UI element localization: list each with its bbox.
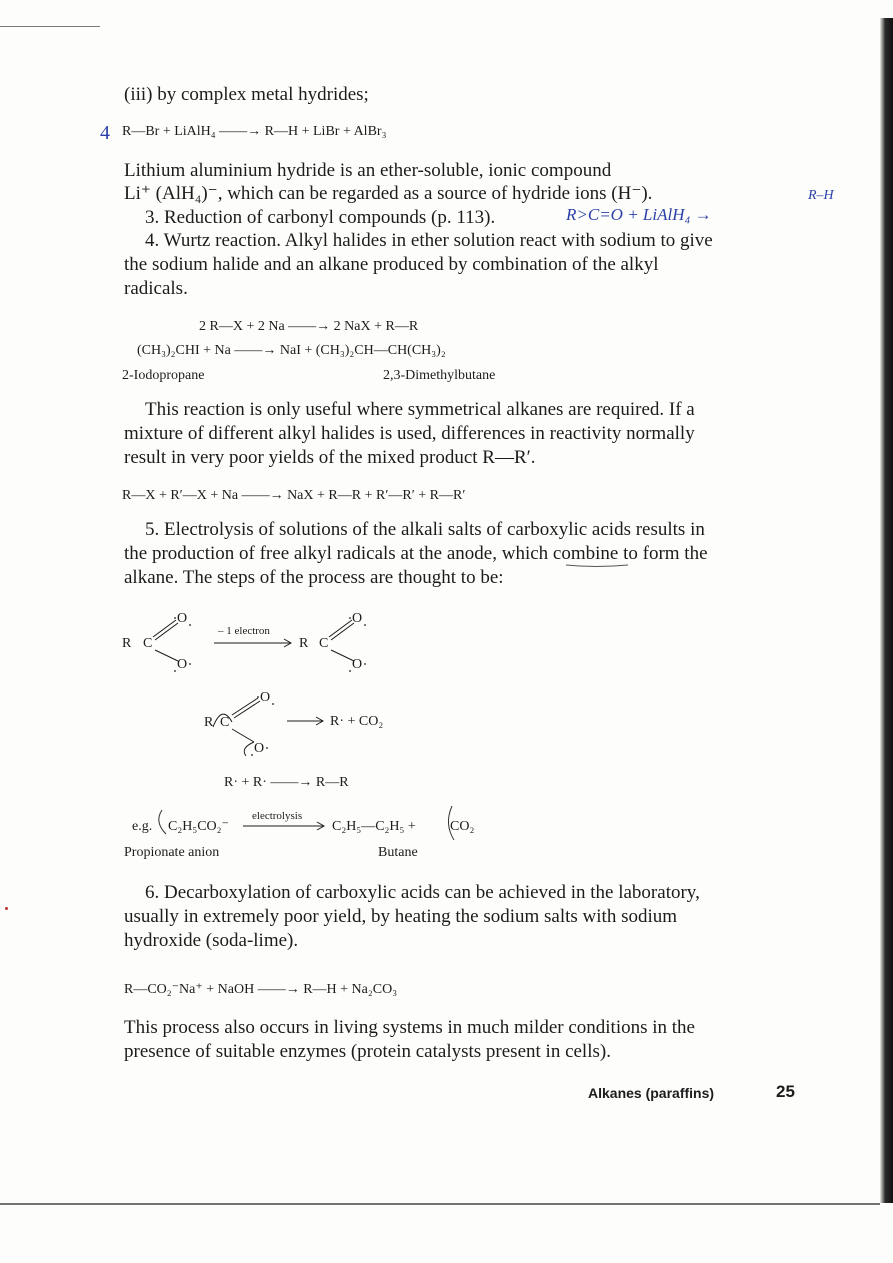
hydride-equation: R—Br + LiAlH₄ ——→ R—H + LiBr + AlBr₃ [122, 124, 387, 139]
paragraph-symmetry-line-2: mixture of different alkyl halides is used, differences in reactivity normally [124, 423, 695, 444]
list-item-5-line-1: 5. Electrolysis of solutions of the alkali salts of carboxylic acids results in [145, 519, 705, 540]
example-arrow-label: electrolysis [252, 810, 303, 822]
mech3-double-bond-a [232, 698, 258, 715]
list-item-3: 3. Reduction of carbonyl compounds (p. 113). [145, 207, 496, 228]
mech3-products: R· + CO₂ [330, 714, 384, 729]
mech3-o-bottom: O [254, 741, 265, 756]
mech1-single-bond [155, 650, 178, 661]
list-item-4-line-3: radicals. [124, 278, 188, 299]
handwritten-note: R>C=O + LiAlH₄ → [566, 205, 712, 224]
mech2-r: R [299, 636, 309, 651]
mixed-wurtz-equation: R—X + R′—X + Na ——→ NaX + R—R + R′—R′ + R—R′ [122, 488, 466, 503]
margin-mark: 4 [100, 122, 110, 144]
mech1-o-bottom: O [177, 657, 188, 672]
mech3-single-bond [232, 729, 254, 742]
handwritten-bracket-right [448, 806, 454, 840]
lone-pair-dot [257, 696, 259, 698]
mech-dimerization: R· + R· ——→ R—R [224, 775, 349, 790]
lone-pair-dot [174, 670, 176, 672]
lone-pair-dot [349, 617, 351, 619]
example-reactant-name: Propionate anion [124, 845, 220, 860]
mech3-o-top: O [260, 690, 271, 705]
mech2-single-bond [331, 650, 354, 661]
list-item-6-line-3: hydroxide (soda-lime). [124, 930, 299, 951]
mech2-double-bond-b [331, 623, 354, 640]
mech3-curly-arrow-2 [244, 742, 254, 756]
mech3-r: R [204, 715, 214, 730]
paragraph-symmetry-line-1: This reaction is only useful where symmetrical alkanes are required. If a [145, 399, 695, 420]
list-item-6-line-1: 6. Decarboxylation of carboxylic acids can be achieved in the laboratory, [145, 882, 700, 903]
example-product-name: Butane [378, 845, 418, 860]
lone-pair-dot [189, 624, 191, 626]
list-item-5-line-3: alkane. The steps of the process are thought to be: [124, 567, 504, 588]
example-co2: CO₂ [450, 819, 475, 834]
paragraph-lithium-line-1: Lithium aluminium hydride is an ether-soluble, ionic compound [124, 160, 612, 181]
mech1-o-top: O [177, 611, 188, 626]
mech2-c: C [319, 636, 329, 651]
example-product: C₂H₅—C₂H₅ + [332, 819, 416, 834]
lone-pair-dot [364, 663, 366, 665]
example-reactant: C₂H₅CO₂⁻ [168, 819, 229, 834]
page-number: 25 [776, 1082, 795, 1101]
paragraph-symmetry-line-3: result in very poor yields of the mixed product R—R′. [124, 447, 536, 468]
handwritten-underline [566, 565, 628, 567]
paragraph-living-line-1: This process also occurs in living systems in much milder conditions in the [124, 1017, 695, 1038]
handwritten-bracket-left [159, 810, 166, 834]
lone-pair-dot [174, 617, 176, 619]
wurtz-product-name: 2,3-Dimethylbutane [383, 368, 496, 383]
mech3-c: C [220, 715, 230, 730]
mech3-double-bond-b [234, 701, 260, 718]
handwritten-margin-note: R–H [808, 188, 834, 203]
decarboxylation-equation: R—CO₂⁻Na⁺ + NaOH ——→ R—H + Na₂CO₃ [124, 982, 398, 997]
mech2-o-top: O [352, 611, 363, 626]
lone-pair-dot [272, 703, 274, 705]
mech1-double-bond-b [155, 623, 178, 640]
lone-pair-dot [189, 663, 191, 665]
list-item-4-line-2: the sodium halide and an alkane produced by combination of the alkyl [124, 254, 659, 275]
list-item-5-line-2: the production of free alkyl radicals at the anode, which combine to form the [124, 543, 708, 564]
mech2-o-bottom: O [352, 657, 363, 672]
mech1-r: R [122, 636, 132, 651]
list-item-6-line-2: usually in extremely poor yield, by heating the sodium salts with sodium [124, 906, 678, 927]
lone-pair-dot [266, 747, 268, 749]
mech2-double-bond-a [329, 620, 352, 637]
footer-running-title: Alkanes (paraffins) [588, 1085, 715, 1101]
mech1-double-bond-a [153, 620, 176, 637]
example-prefix: e.g. [132, 819, 153, 834]
wurtz-reactant-name: 2-Iodopropane [122, 368, 205, 383]
wurtz-equation-general: 2 R—X + 2 Na ——→ 2 NaX + R—R [199, 319, 419, 334]
wurtz-equation-example: (CH₃)₂CHI + Na ——→ NaI + (CH₃)₂CH—CH(CH₃)₂ [137, 343, 446, 358]
lone-pair-dot [349, 670, 351, 672]
lone-pair-dot [364, 624, 366, 626]
paragraph-lithium-line-2: Li⁺ (AlH₄)⁻, which can be regarded as a source of hydride ions (H⁻). [124, 183, 653, 204]
list-item-4-line-1: 4. Wurtz reaction. Alkyl halides in ether solution react with sodium to give [145, 230, 713, 251]
mech3-curly-arrow-1 [213, 714, 232, 727]
mech1-c: C [143, 636, 153, 651]
lone-pair-dot [251, 754, 253, 756]
section-heading: (iii) by complex metal hydrides; [124, 84, 369, 105]
mech1-arrow-label: – 1 electron [218, 625, 270, 637]
paragraph-living-line-2: presence of suitable enzymes (protein catalysts present in cells). [124, 1041, 611, 1062]
